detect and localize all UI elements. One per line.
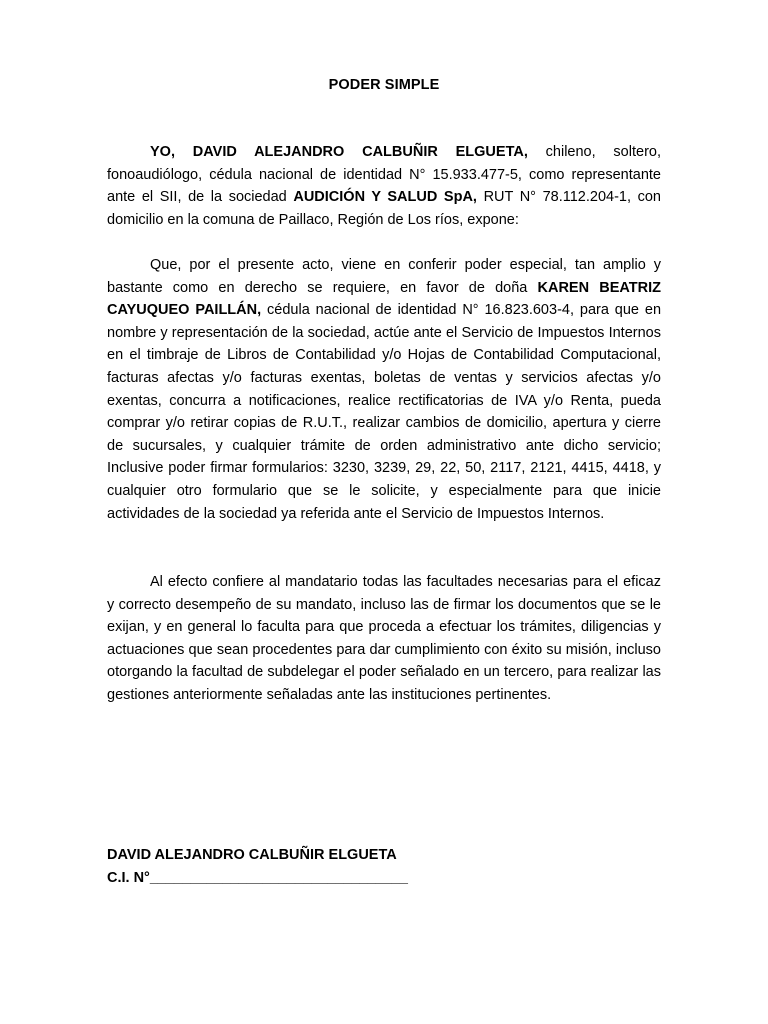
declarant-name: YO, DAVID ALEJANDRO CALBUÑIR ELGUETA, xyxy=(150,144,528,160)
company-details: RUT N° 78.112.204-1, con domicilio en la comuna de Paillaco, Región de Los ríos, expone: xyxy=(107,189,661,228)
signature-id-line: C.I. N°________________________________ xyxy=(107,870,408,886)
document-title: PODER SIMPLE xyxy=(328,77,440,93)
signature-name: DAVID ALEJANDRO CALBUÑIR ELGUETA xyxy=(107,847,397,863)
company-name: AUDICIÓN Y SALUD SpA, xyxy=(293,189,477,206)
paragraph-declarant xyxy=(107,141,661,231)
declarant-details: chileno, soltero, fonoaudiólogo, cédula nacional de identidad N° 15.933.477-5, como representante ante el SII, de la sociedad xyxy=(107,144,661,206)
grant-details: cédula nacional de identidad N° 16.823.603-4, para que en nombre y representación de la sociedad, actúe ante el Servicio de Impuestos Internos en el timbraje de Libros de Contabilidad y/o Hojas de Contabilidad Computacional, facturas afectas y/o facturas exentas, boletas de ventas y servicios afectas y/o exentas, concurra a notificaciones, realice rectificatorias de IVA y/o Renta, pueda comprar y/o retirar copias de R.U.T., realizar cambios de domicilio, apertura y cierre de sucursales, y cualquier trámite de orden administrativo ante dicho servicio; Inclusive poder firmar formularios: 3230, 3239, 29, 22, 50, 2117, 2121, 4415, 4418, y cualquier otro formulario que se le solicite, y especialmente para que inicie actividades de la sociedad ya referida ante el Servicio de Impuestos Internos. xyxy=(107,302,662,522)
attorney-name: KAREN BEATRIZ CAYUQUEO PAILLÁN, xyxy=(107,279,661,319)
faculties-text: Al efecto confiere al mandatario todas las facultades necesarias para el eficaz y correcto desempeño de su mandato, incluso las de firmar los documentos que se le exijan, y en general lo faculta para que proceda a efectuar los trámites, diligencias y actuaciones que sean procedentes para dar cumplimiento con éxito su misión, incluso otorgando la facultad de subdelegar el poder señalado en un tercero, para realizar las gestiones anteriormente señaladas ante las instituciones pertinentes. xyxy=(107,574,661,703)
paragraph-faculties xyxy=(107,571,661,707)
paragraph-power-grant xyxy=(107,254,661,525)
grant-intro: Que, por el presente acto, viene en conferir poder especial, tan amplio y bastante como en derecho se requiere, en favor de doña xyxy=(107,257,661,296)
